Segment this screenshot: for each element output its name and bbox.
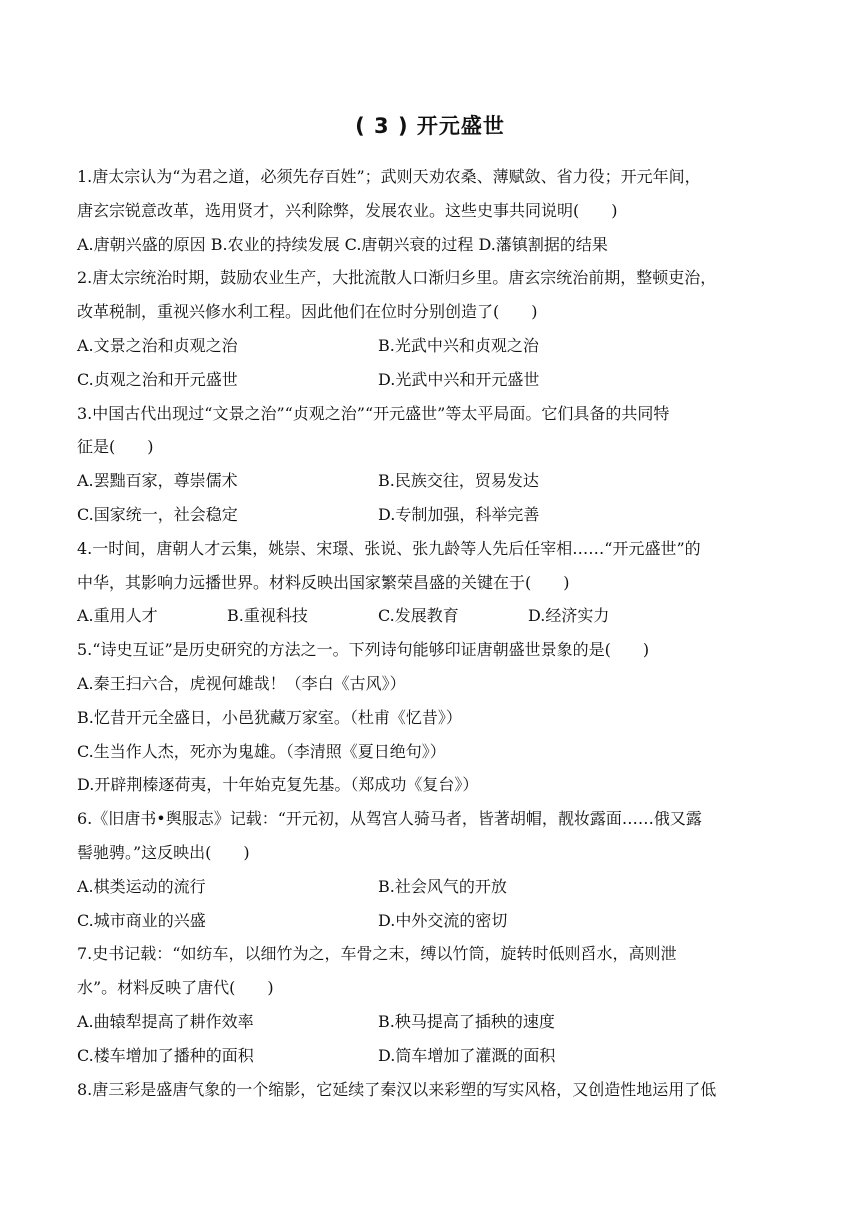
option-c: C.楼车增加了播种的面积: [77, 1045, 254, 1065]
question-6: [77, 802, 777, 937]
question-text-line: 改革税制，重视兴修水利工程。因此他们在位时分别创造了( ): [77, 302, 538, 322]
option-d: D.光武中兴和开元盛世: [378, 369, 540, 389]
option-b: B.忆昔开元全盛日，小邑犹藏万家室。（杜甫《忆昔》）: [77, 707, 462, 727]
question-text-line: 1.唐太宗认为“为君之道，必须先存百姓”；武则天劝农桑、薄赋敛、省力役；开元年间，: [77, 167, 701, 186]
option-d: D.开辟荆榛逐荷夷，十年始克复先基。（郑成功《复台》）: [77, 775, 479, 795]
question-list: [77, 160, 777, 1106]
option-c: C.发展教育: [378, 606, 459, 626]
option-b: B.重视科技: [227, 606, 308, 626]
question-text-line: 7.史书记载：“如纺车，以细竹为之，车骨之末，缚以竹筒，旋转时低则舀水，高则泄: [77, 944, 677, 964]
option-row: [77, 904, 777, 938]
option-a: A.重用人才: [77, 606, 158, 626]
question-text-line: 8.唐三彩是盛唐气象的一个缩影，它延续了秦汉以来彩塑的写实风格，又创造性地运用了低: [77, 1079, 717, 1099]
question-text-line: 中华，其影响力远播世界。材料反映出国家繁荣昌盛的关键在于( ): [77, 572, 570, 592]
option-c: C.国家统一，社会稳定: [77, 504, 238, 524]
option-a: A.罢黜百家，尊崇儒术: [77, 471, 238, 491]
question-text-line: 征是( ): [77, 437, 154, 457]
question-text-line: 水”。材料反映了唐代( ): [77, 978, 274, 998]
option-b: B.秧马提高了插秧的速度: [378, 1011, 555, 1031]
question-5: [77, 633, 777, 802]
option-c: C.生当作人杰，死亦为鬼雄。（李清照《夏日绝句》）: [77, 741, 446, 761]
question-1: [77, 160, 777, 261]
option-d: D.中外交流的密切: [378, 910, 508, 930]
option-row: [77, 1005, 777, 1039]
question-text-line: 2.唐太宗统治时期，鼓励农业生产，大批流散人口渐归乡里。唐玄宗统治前期，整顿吏治，: [77, 268, 717, 288]
option-d: D.筒车增加了灌溉的面积: [378, 1045, 556, 1065]
option-row: [77, 498, 777, 532]
question-8: [77, 1073, 777, 1107]
option-row: [77, 329, 777, 363]
page-title: ( 3 ) 开元盛世: [355, 114, 505, 138]
option-a: A.棋类运动的流行: [77, 876, 206, 896]
question-text-line: 4.一时间，唐朝人才云集，姚崇、宋璟、张说、张九龄等人先后任宰相……“开元盛世”的: [77, 538, 701, 558]
option-group: A.唐朝兴盛的原因 B.农业的持续发展 C.唐朝兴衰的过程 D.藩镇割据的结果: [77, 234, 608, 254]
question-2: [77, 261, 777, 396]
option-row: [77, 228, 777, 262]
option-c: C.城市商业的兴盛: [77, 910, 206, 930]
question-text-line: 3.中国古代出现过“文景之治”“贞观之治”“开元盛世”等太平局面。它们具备的共同特: [77, 403, 670, 423]
option-a: A.秦王扫六合，虎视何雄哉！（李白《古风》）: [77, 673, 406, 693]
option-d: D.经济实力: [528, 606, 610, 626]
option-row: [77, 599, 777, 633]
option-a: A.曲辕犁提高了耕作效率: [77, 1011, 254, 1031]
question-3: [77, 397, 777, 532]
option-d: D.专制加强，科举完善: [378, 504, 540, 524]
question-7: [77, 937, 777, 1072]
option-b: B.社会风气的开放: [378, 876, 507, 896]
option-b: B.光武中兴和贞观之治: [378, 335, 539, 355]
question-4: [77, 532, 777, 633]
option-c: C.贞观之治和开元盛世: [77, 369, 238, 389]
option-b: B.民族交往，贸易发达: [378, 471, 539, 491]
question-text-line: 唐玄宗锐意改革，选用贤才，兴利除弊，发展农业。这些史事共同说明( ): [77, 200, 618, 220]
option-row: [77, 1039, 777, 1073]
option-a: A.文景之治和贞观之治: [77, 335, 238, 355]
question-text-line: 5.“诗史互证”是历史研究的方法之一。下列诗句能够印证唐朝盛世景象的是( ): [77, 640, 650, 660]
question-text-line: 6.《旧唐书•舆服志》记载：“开元初，从驾宫人骑马者，皆著胡帽，靓妆露面……俄又露: [77, 809, 702, 829]
option-row: [77, 464, 777, 498]
option-row: [77, 870, 777, 904]
option-row: [77, 363, 777, 397]
question-text-line: 髻驰骋。”这反映出( ): [77, 842, 250, 862]
